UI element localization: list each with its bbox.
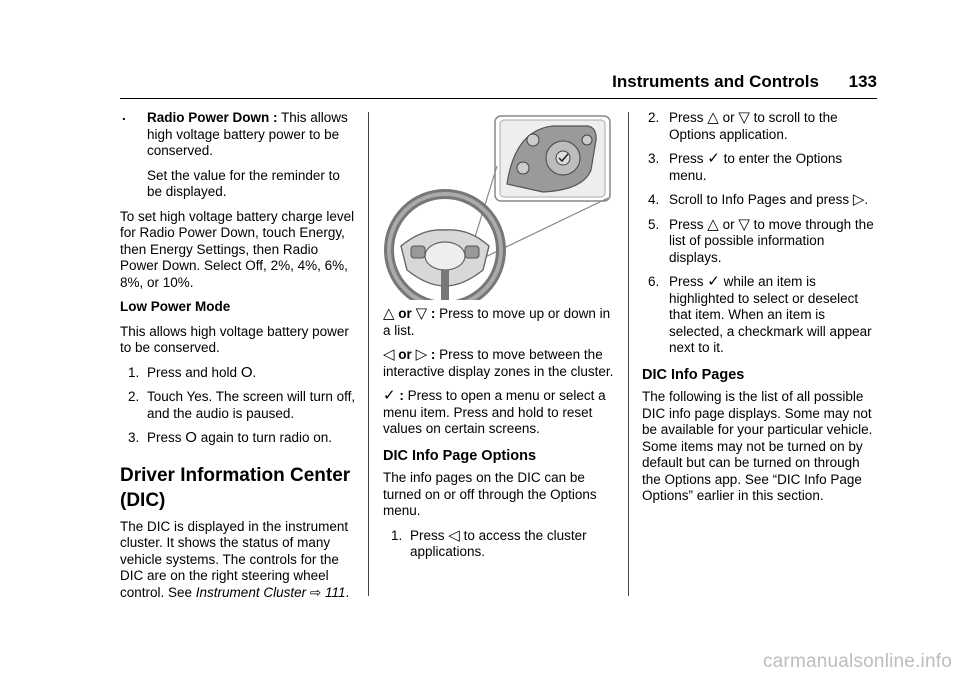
bullet-dot: . xyxy=(122,108,126,123)
right-arrow-icon: ▷ xyxy=(852,191,865,208)
leftright-description: ◁ or ▷ : Press to move between the interactive display zones in the cluster. xyxy=(383,346,614,379)
page-header xyxy=(120,72,877,99)
bullet-label: Radio Power Down : xyxy=(147,110,278,125)
dic-heading: Driver Information Center (DIC) xyxy=(120,464,351,511)
down-arrow-icon: ▽ xyxy=(415,305,428,322)
column-right xyxy=(642,110,878,513)
low-power-heading: Low Power Mode xyxy=(120,299,231,314)
check-icon: ✓ xyxy=(707,150,720,167)
column-left xyxy=(120,110,356,609)
check-description: ✓ : Press to open a menu or select a menu item. Press and hold to reset values on certain screens. xyxy=(383,387,606,436)
step-5: 5. Press △ or ▽ to move through the list of possible information displays. xyxy=(648,215,874,265)
paragraph-dic: The DIC is displayed in the instrument cluster. It shows the status of many vehicle systems. The controls for the DIC are on the right steering wheel control. See Instrument Cluster ⇨ 111. xyxy=(120,518,350,600)
xref-page: 111 xyxy=(324,584,346,600)
power-icon: O xyxy=(240,363,253,381)
xref-arrow-icon: ⇨ xyxy=(309,584,322,600)
watermark-text: carmanualsonline.info xyxy=(762,651,952,672)
step-3: 3. Press O again to turn radio on. xyxy=(128,429,333,446)
paragraph-options: The info pages on the DIC can be turned on or off through the Options menu. xyxy=(383,470,597,518)
paragraph-charge-level: To set high voltage battery charge level for Radio Power Down, touch Energy, then Energy Settings, then Radio Power Down. Select Off, 2%, 4%, 6%, 8%, or 10%. xyxy=(120,208,355,290)
step-1: 1. Press ◁ to access the cluster applications. xyxy=(391,526,587,559)
column-divider xyxy=(368,112,369,596)
xref-link[interactable]: Instrument Cluster xyxy=(195,584,307,600)
step-1: 1. Press and hold O. xyxy=(128,363,257,381)
step-2: 2. Press △ or ▽ to scroll to the Options application. xyxy=(648,109,838,142)
bullet-subtext: Set the value for the reminder to be displayed. xyxy=(147,167,340,199)
bullet-radio-power-down xyxy=(120,110,356,201)
right-arrow-icon: ▷ xyxy=(415,346,428,363)
down-arrow-icon: ▽ xyxy=(738,109,750,126)
check-icon: ✓ xyxy=(383,387,396,404)
up-arrow-icon: △ xyxy=(707,215,719,233)
page-number: 133 xyxy=(848,72,877,91)
dic-options-heading: DIC Info Page Options xyxy=(383,447,537,464)
check-icon: ✓ xyxy=(707,273,720,290)
step-2: 2. Touch Yes. The screen will turn off, and the audio is paused. xyxy=(128,389,356,421)
dic-info-pages-heading: DIC Info Pages xyxy=(642,366,745,383)
down-arrow-icon: ▽ xyxy=(738,215,750,233)
step-4: 4. Scroll to Info Pages and press ▷. xyxy=(648,191,869,208)
bullet-text: This allows high voltage battery power to be conserved. xyxy=(147,110,348,158)
column-divider xyxy=(628,112,629,596)
section-title: Instruments and Controls xyxy=(612,72,819,91)
steering-wheel-illustration xyxy=(383,110,615,300)
left-arrow-icon: ◁ xyxy=(383,346,395,363)
left-arrow-icon: ◁ xyxy=(448,526,460,544)
column-middle xyxy=(383,110,615,569)
step-6: 6. Press ✓ while an item is highlighted to select or deselect that item. When an item is selected, a checkmark will appear next to it. xyxy=(648,273,872,355)
power-icon: O xyxy=(185,429,197,446)
up-arrow-icon: △ xyxy=(383,305,395,322)
updown-description: △ or ▽ : Press to move up or down in a list. xyxy=(383,305,611,338)
step-3: 3. Press ✓ to enter the Options menu. xyxy=(648,150,843,183)
paragraph-info-pages: The following is the list of all possible DIC info page displays. Some may not be available for your particular vehicle. Some items may not be turned on by default but can be turned on through the Options app. See “DIC Info Page Options” earlier in this section. xyxy=(642,389,873,503)
paragraph-low-power: This allows high voltage battery power to be conserved. xyxy=(120,323,349,355)
up-arrow-icon: △ xyxy=(707,109,719,126)
